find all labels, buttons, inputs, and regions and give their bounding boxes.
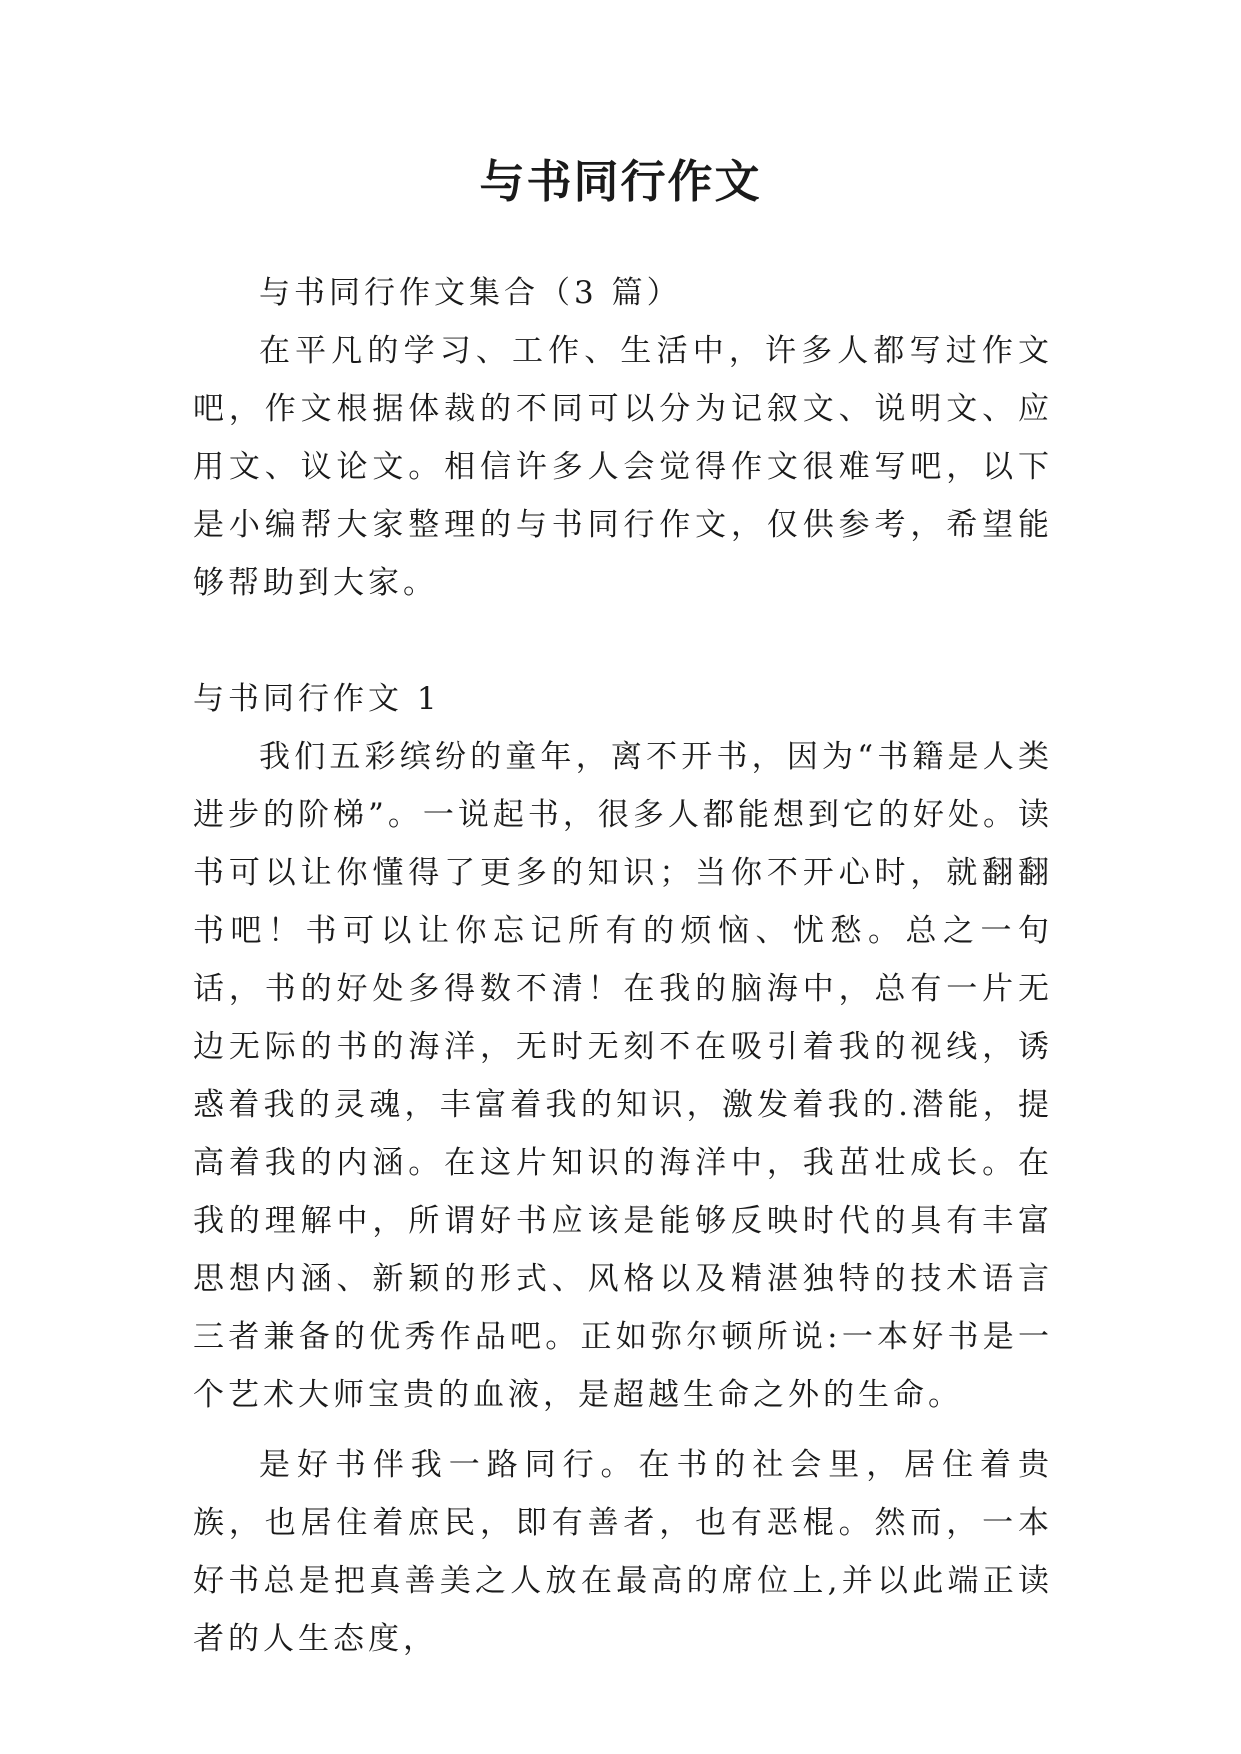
body-paragraph: 是好书伴我一路同行。在书的社会里，居住着贵族，也居住着庶民，即有善者，也有恶棍。然而，一本好书总是把真善美之人放在最高的席位上,并以此端正读者的人生态度， <box>193 1447 1053 1657</box>
section-heading: 与书同行作文 1 <box>193 681 441 717</box>
collection-subtitle: 与书同行作文集合（3 篇） <box>259 275 682 311</box>
paragraph-spacer <box>193 1424 1053 1436</box>
body-paragraph: 我们五彩缤纷的童年，离不开书，因为“书籍是人类进步的阶梯”。一说起书，很多人都能想到它的好处。读书可以让你懂得了更多的知识；当你不开心时，就翻翻书吧！书可以让你忘记所有的烦恼、忧愁。总之一句话，书的好处多得数不清！在我的脑海中，总有一片无边无际的书的海洋，无时无刻不在吸引着我的视线，诱惑着我的灵魂，丰富着我的知识，激发着我的.潜能，提高着我的内涵。在这片知识的海洋中，我茁壮成长。在我的理解中，所谓好书应该是能够反映时代的具有丰富思想内涵、新颖的形式、风格以及精湛独特的技术语言三者兼备的优秀作品吧。正如弥尔顿所说:一本好书是一个艺术大师宝贵的血液，是超越生命之外的生命。 <box>193 739 1053 1413</box>
section-spacer <box>193 612 1053 670</box>
intro-paragraph: 在平凡的学习、工作、生活中，许多人都写过作文吧，作文根据体裁的不同可以分为记叙文、说明文、应用文、议论文。相信许多人会觉得作文很难写吧，以下是小编帮大家整理的与书同行作文，仅供参考，希望能够帮助到大家。 <box>193 333 1053 601</box>
document-body <box>193 264 1053 1668</box>
document-title: 与书同行作文 <box>479 155 762 208</box>
